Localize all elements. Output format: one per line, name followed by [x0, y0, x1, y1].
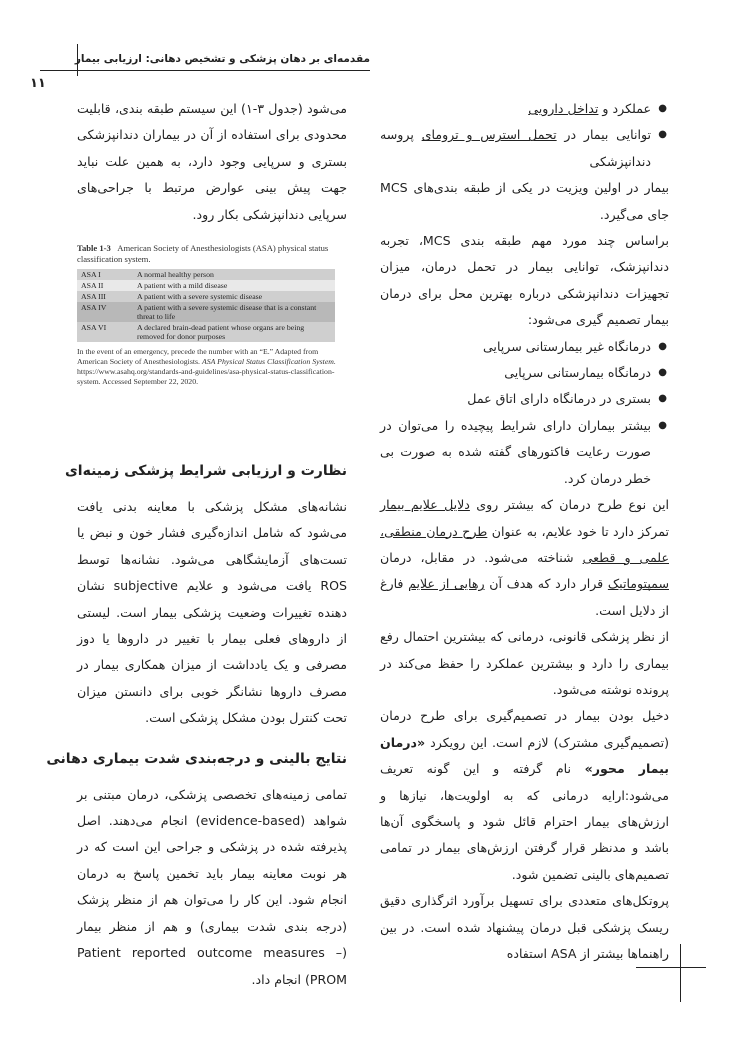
paragraph: پروتکل‌های متعددی برای تسهیل برآورد اثرگذاری دقیق ریسک پزشکی قبل درمان پیشنهاد شده است. در بین راهنماها بیشتر از ASA استفاده — [380, 893, 669, 961]
paragraph: دخیل بودن بیمار در تصمیم‌گیری برای طرح درمان (تصمیم‌گیری مشترک) لازم است. این رویکرد «درمان بیمار محور» نام گرفته و این گونه تعریف می‌شود:ارایه درمانی که به اولویت‌ها، نیازها و ارزش‌های بیمار احترام قائل شود و پاسخگوی آن‌ها باشد و مدنظر قرار گرفتن ارزش‌های بیمار در تمامی تصمیم‌های بالینی تضمین شود. — [380, 708, 669, 882]
list-item: ● بستری در درمانگاه دارای اتاق عمل — [380, 386, 651, 412]
list-item: ● درمانگاه غیر بیمارستانی سرپایی — [380, 334, 651, 360]
paragraph: براساس چند مورد مهم طبقه بندی MCS، تجربه دندانپزشک، توانایی بیمار در تحمل درمان، میزان تجهیزات دندانپزشکی درباره بهترین محل برای درمان بیمار تصمیم گیری می‌شود: — [380, 233, 669, 328]
running-head: مقدمه‌ای بر دهان پزشکی و تشخیص دهانی: ارزیابی بیمار — [74, 53, 370, 65]
table-row: ASA IV A patient with a severe systemic disease that is a constant threat to life — [77, 302, 335, 322]
list-item: ● درمانگاه بیمارستانی سرپایی — [380, 360, 651, 386]
asa-table — [77, 269, 335, 342]
page-number: ۱۱ — [30, 76, 46, 91]
left-column-top — [77, 96, 347, 228]
list-item: ● توانایی بیمار در تحمل استرس و ترومای پروسه دندانپزشکی — [380, 122, 651, 175]
left-column-bottom — [46, 458, 347, 993]
table-caption: Table 1-3 American Society of Anesthesiologists (ASA) physical status classification system. — [77, 243, 329, 264]
list-item: ● عملکرد و تداخل دارویی — [380, 96, 651, 122]
asa-table-figure — [77, 243, 347, 387]
footer-crop-mark-vertical — [680, 944, 681, 1002]
paragraph: از نظر پزشکی قانونی، درمانی که بیشترین احتمال رفع بیماری را دارد و بیشترین عملکرد را حفظ می‌کند در پرونده نوشته می‌شود. — [380, 629, 669, 697]
section-heading: نتایج بالینی و درجه‌بندی شدت بیماری دهانی — [46, 750, 347, 767]
table-footnote: In the event of an emergency, precede the number with an “E.” Adapted from American Society of Anesthesiologists. ASA Physical Status Classification System. https://www.asahq.org/standards-and-guidelines/asa-physical-status-classification-system. Accessed September 22, 2020. — [77, 347, 336, 386]
bullet-list-mid — [380, 334, 669, 492]
table-row: ASA VI A declared brain-dead patient whose organs are being removed for donor purposes — [77, 322, 335, 342]
paragraph: بیمار در اولین ویزیت در یکی از طبقه بندی‌های MCS جای می‌گیرد. — [380, 180, 669, 222]
header-rule — [40, 70, 370, 71]
table-row: ASA III A patient with a severe systemic disease — [77, 291, 335, 302]
paragraph: می‌شود (جدول ۳-۱) این سیستم طبقه بندی، قابلیت محدودی برای استفاده از آن در بیماران دندانپزشکی بستری و سرپایی وجود دارد، به همین علت نباید جهت پیش بینی عوارض مرتبط با جراحی‌های سرپایی دندانپزشکی بکار رود. — [77, 101, 347, 222]
table-row: ASA II A patient with a mild disease — [77, 280, 335, 291]
paragraph: تمامی زمینه‌های تخصصی پزشکی، درمان مبتنی بر شواهد (evidence-based) انجام می‌دهند. اصل پذیرفته شده در پزشکی و جراحی این است که در هر نوبت معاینه بیمار باید تخمین پاسخ به درمان انجام شود. این کار را می‌توان هم از منظر پزشک (درجه بندی شدت بیماری) و هم از منظر بیمار (Patient reported outcome measures – PROM) انجام داد. — [77, 786, 347, 987]
bullet-list-top — [380, 96, 669, 175]
paragraph: نشانه‌های مشکل پزشکی با معاینه بدنی یافت می‌شود که شامل اندازه‌گیری فشار خون و نبض یا تست‌های آزمایشگاهی می‌شود. نشانه‌ها توسط ROS یافت می‌شود و علایم subjective نشان دهنده تغییرات وضعیت پزشکی بیمار است. لیستی از داروهای فعلی بیمار با تغییر در داروها یا دوز مصرفی و یک یادداشت از میزان همکاری بیمار در مصرف داروها نشانگر خوبی برای دانستن میزان تحت کنترل بودن مشکل پزشکی است. — [77, 499, 347, 726]
paragraph: این نوع طرح درمان که بیشتر روی دلایل علایم بیمار تمرکز دارد تا خود علایم، به عنوان طرح درمان منطقی، علمی و قطعی شناخته می‌شود. در مقابل، درمان سمپتوماتیک قرار دارد که هدف آن رهایی از علایم فارغ از دلایل است. — [380, 497, 669, 618]
section-heading: نظارت و ارزیابی شرایط پزشکی زمینه‌ای — [64, 463, 347, 479]
list-item: ● بیشتر بیماران دارای شرایط پیچیده را می‌توان در صورت رعایت فاکتورهای گفته شده به صورت بی خطر درمان کرد. — [380, 413, 651, 492]
right-column — [380, 96, 669, 967]
table-row: ASA I A normal healthy person — [77, 269, 335, 280]
